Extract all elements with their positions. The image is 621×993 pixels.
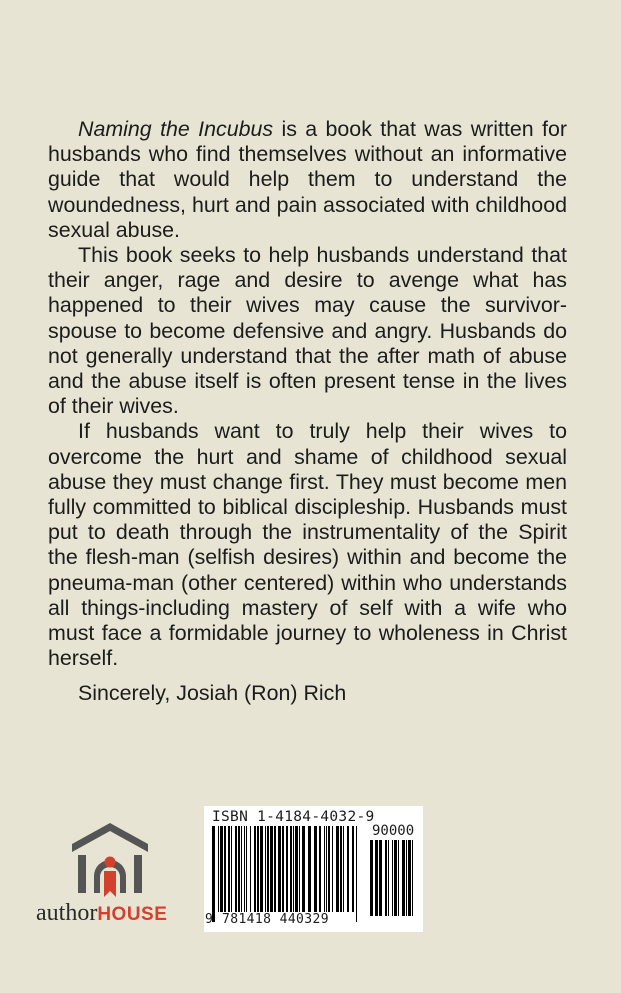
barcode-bar bbox=[224, 826, 226, 912]
barcode-bar bbox=[302, 826, 305, 912]
barcode-bar bbox=[218, 826, 219, 912]
barcode-bar bbox=[347, 826, 349, 912]
blurb-paragraph-2: This book seeks to help husbands understand that their anger, rage and desire to avenge what has happened to their wives may cause the survivor-spouse to become defensive and angry. Husbands do not generally understand that the after math of abuse and the abuse itself is often present tense in the lives of their wives. bbox=[48, 243, 567, 419]
barcode-bar bbox=[254, 826, 256, 912]
barcode-bar bbox=[212, 826, 215, 922]
barcode-bar bbox=[385, 840, 387, 916]
isbn-number: ISBN 1-4184-4032-9 bbox=[212, 809, 375, 825]
barcode-bar bbox=[246, 826, 247, 912]
barcode-bar bbox=[235, 826, 237, 912]
barcode-bar bbox=[340, 826, 342, 912]
price-code: 90000 bbox=[372, 823, 415, 839]
barcode-bar bbox=[388, 840, 389, 916]
blurb-paragraph-3: If husbands want to truly help their wives to overcome the hurt and shame of childhood sexual abuse they must change first. They must become men fully committed to biblical discipleship. Husbands must put to death through the instrumentality of the Spirit the flesh-man (selfish desires) within and become the pneuma-man (other centered) within who understands all things-including mastery of self with a wife who must face a formidable journey to wholeness in Christ herself. bbox=[48, 419, 567, 671]
ean-number: 781418 440329 bbox=[222, 912, 329, 927]
barcode-bar bbox=[324, 826, 325, 912]
barcode-bar bbox=[270, 826, 273, 912]
back-cover-blurb bbox=[48, 117, 567, 671]
book-title: Naming the Incubus bbox=[78, 117, 274, 141]
barcode-bar bbox=[290, 826, 292, 912]
signature: Sincerely, Josiah (Ron) Rich bbox=[78, 681, 347, 705]
barcode-bar bbox=[394, 840, 397, 916]
barcode-bar bbox=[299, 826, 300, 912]
barcode-bar bbox=[392, 840, 393, 916]
barcode-bar bbox=[326, 826, 327, 912]
barcode-bar bbox=[343, 826, 344, 912]
barcode-bar bbox=[398, 840, 399, 916]
barcode-bar bbox=[286, 826, 288, 922]
barcode-bar bbox=[379, 840, 382, 916]
barcode-bar bbox=[257, 826, 259, 912]
barcode-bar bbox=[265, 826, 266, 912]
publisher-name bbox=[36, 900, 167, 928]
blurb-paragraph-1 bbox=[48, 117, 567, 243]
barcode-bar bbox=[220, 826, 223, 912]
barcode-bar bbox=[308, 826, 311, 912]
barcode-bar bbox=[244, 826, 245, 912]
barcode-bar bbox=[336, 826, 339, 912]
publisher-name-author: author bbox=[36, 900, 98, 926]
barcode-bar bbox=[356, 826, 357, 922]
barcode-bar bbox=[295, 826, 298, 912]
barcode-bar bbox=[352, 826, 354, 912]
barcode-bar bbox=[274, 826, 276, 912]
barcode-bar bbox=[412, 840, 413, 916]
barcode-bar bbox=[375, 840, 378, 916]
isbn-barcode bbox=[204, 806, 423, 932]
addon-barcode-icon bbox=[370, 840, 416, 926]
barcode-bar bbox=[293, 826, 294, 912]
barcode-bar bbox=[267, 826, 269, 912]
publisher-logo bbox=[36, 818, 186, 928]
barcode-bar bbox=[328, 826, 330, 912]
barcode-bar bbox=[314, 826, 317, 912]
barcode-bar bbox=[402, 840, 405, 916]
barcode-bar bbox=[238, 826, 240, 912]
barcode-bar bbox=[250, 826, 251, 912]
barcode-bar bbox=[278, 826, 281, 912]
house-book-logo-icon bbox=[64, 818, 156, 898]
barcode-bar bbox=[406, 840, 407, 916]
barcode-bar bbox=[408, 840, 411, 916]
blurb-paragraph-1-text: is a book that was written for husbands who find themselves without an informative guide that would help them to understand the woundedness, hurt and pain associated with childhood sexual abuse. bbox=[48, 117, 568, 242]
barcode-bar bbox=[319, 826, 321, 912]
barcode-bar bbox=[260, 826, 263, 912]
ean-first-digit: 9 bbox=[205, 912, 213, 927]
barcode-icon bbox=[212, 826, 360, 922]
barcode-bar bbox=[231, 826, 232, 912]
barcode-bar bbox=[241, 826, 242, 912]
barcode-bar bbox=[332, 826, 333, 912]
barcode-bar bbox=[282, 826, 284, 922]
publisher-name-house: HOUSE bbox=[97, 904, 168, 925]
barcode-bar bbox=[370, 840, 373, 916]
barcode-bar bbox=[228, 826, 230, 912]
